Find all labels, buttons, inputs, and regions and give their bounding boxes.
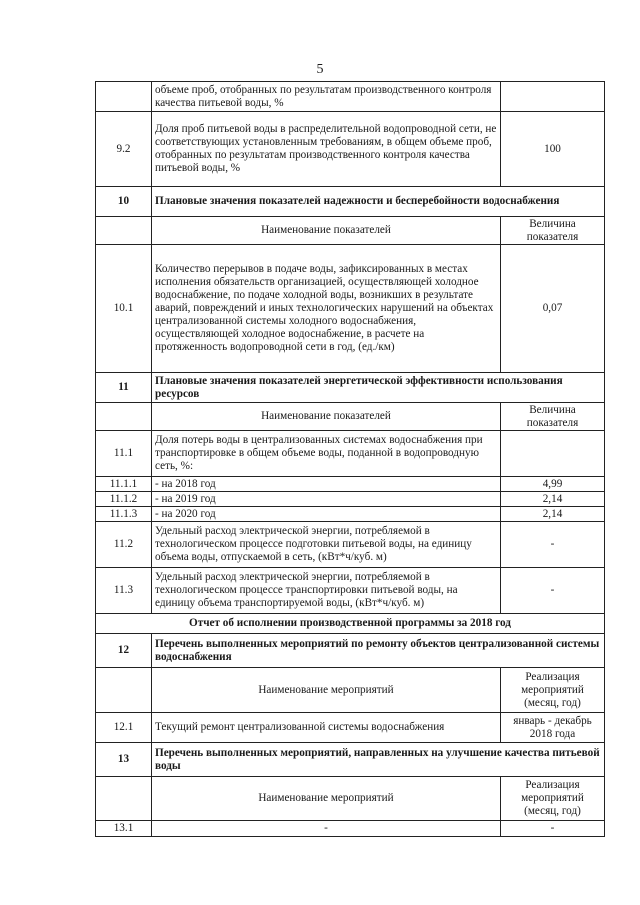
section-title: Перечень выполненных мероприятий, направленных на улучшение качества питьевой воды bbox=[152, 743, 605, 777]
table-row bbox=[96, 187, 605, 217]
table-row bbox=[96, 743, 605, 777]
indicator-name: - на 2018 год bbox=[152, 477, 501, 492]
table-row bbox=[96, 777, 605, 821]
column-header-value: Реализация мероприятий (месяц, год) bbox=[501, 777, 605, 821]
row-number: 11.2 bbox=[96, 522, 152, 568]
indicators-table bbox=[95, 81, 605, 837]
indicator-value bbox=[501, 431, 605, 477]
table-row bbox=[96, 431, 605, 477]
indicator-name: Доля потерь воды в централизованных системах водоснабжения при транспортировке в общем объеме воды, поданной в водопроводную сеть, %: bbox=[152, 431, 501, 477]
row-number: 13.1 bbox=[96, 821, 152, 837]
section-title: Плановые значения показателей энергетической эффективности использования ресурсов bbox=[152, 373, 605, 403]
column-header-name: Наименование показателей bbox=[152, 403, 501, 431]
indicator-value bbox=[501, 82, 605, 112]
header-empty-cell bbox=[96, 668, 152, 713]
table-row bbox=[96, 568, 605, 614]
section-number: 12 bbox=[96, 634, 152, 668]
indicator-value: 2,14 bbox=[501, 507, 605, 522]
row-number: 11.3 bbox=[96, 568, 152, 614]
section-number: 10 bbox=[96, 187, 152, 217]
row-number: 9.2 bbox=[96, 112, 152, 187]
table-row bbox=[96, 245, 605, 373]
indicator-value: - bbox=[501, 522, 605, 568]
row-number: 11.1 bbox=[96, 431, 152, 477]
column-header-value: Величина показателя bbox=[501, 403, 605, 431]
row-number: 11.1.3 bbox=[96, 507, 152, 522]
table-row bbox=[96, 403, 605, 431]
header-empty-cell bbox=[96, 217, 152, 245]
table-row bbox=[96, 507, 605, 522]
indicator-name: объеме проб, отобранных по результатам производственного контроля качества питьевой воды, % bbox=[152, 82, 501, 112]
table-row bbox=[96, 614, 605, 634]
row-number: 11.1.2 bbox=[96, 492, 152, 507]
section-title: Плановые значения показателей надежности и бесперебойности водоснабжения bbox=[152, 187, 605, 217]
report-title: Отчет об исполнении производственной программы за 2018 год bbox=[96, 614, 605, 634]
column-header-value: Реализация мероприятий (месяц, год) bbox=[501, 668, 605, 713]
section-number: 11 bbox=[96, 373, 152, 403]
table-row bbox=[96, 634, 605, 668]
indicator-name: - bbox=[152, 821, 501, 837]
table-row bbox=[96, 373, 605, 403]
indicator-value: 0,07 bbox=[501, 245, 605, 373]
table-row bbox=[96, 477, 605, 492]
indicator-name: Удельный расход электрической энергии, потребляемой в технологическом процессе подготовки питьевой воды, на единицу объема воды, отпускаемой в сеть, (кВт*ч/куб. м) bbox=[152, 522, 501, 568]
section-title: Перечень выполненных мероприятий по ремонту объектов централизованной системы водоснабжения bbox=[152, 634, 605, 668]
page-number: 5 bbox=[316, 62, 324, 77]
table-row bbox=[96, 668, 605, 713]
indicator-name: Удельный расход электрической энергии, потребляемой в технологическом процессе транспортировки питьевой воды, на единицу объема транспортируемой воды, (кВт*ч/куб. м) bbox=[152, 568, 501, 614]
table-row bbox=[96, 492, 605, 507]
indicator-name: Доля проб питьевой воды в распределительной водопроводной сети, не соответствующих установленным требованиям, в общем объеме проб, отобранных по результатам производственного контроля качества питьевой воды, % bbox=[152, 112, 501, 187]
row-number: 12.1 bbox=[96, 713, 152, 743]
column-header-value: Величина показателя bbox=[501, 217, 605, 245]
table-row bbox=[96, 522, 605, 568]
header-empty-cell bbox=[96, 403, 152, 431]
table-row bbox=[96, 82, 605, 112]
indicator-value: 100 bbox=[501, 112, 605, 187]
indicator-value: 2,14 bbox=[501, 492, 605, 507]
row-number: 11.1.1 bbox=[96, 477, 152, 492]
column-header-name: Наименование мероприятий bbox=[152, 777, 501, 821]
column-header-name: Наименование мероприятий bbox=[152, 668, 501, 713]
row-number: 10.1 bbox=[96, 245, 152, 373]
header-empty-cell bbox=[96, 777, 152, 821]
indicator-name: - на 2019 год bbox=[152, 492, 501, 507]
indicator-name: Текущий ремонт централизованной системы водоснабжения bbox=[152, 713, 501, 743]
table-row bbox=[96, 713, 605, 743]
indicator-value: 4,99 bbox=[501, 477, 605, 492]
column-header-name: Наименование показателей bbox=[152, 217, 501, 245]
indicator-name: Количество перерывов в подаче воды, зафиксированных в местах исполнения обязательств организацией, осуществляющей холодное водоснабжение, по подаче холодной воды, возникших в результате аварий, повреждений и иных технологических нарушений на объектах централизованной системы холодного водоснабжения, осуществляющей холодное водоснабжение, в расчете на протяженность водопроводной сети в год, (ед./км) bbox=[152, 245, 501, 373]
indicator-name: - на 2020 год bbox=[152, 507, 501, 522]
row-number bbox=[96, 82, 152, 112]
indicator-value: январь - декабрь 2018 года bbox=[501, 713, 605, 743]
table-row bbox=[96, 217, 605, 245]
section-number: 13 bbox=[96, 743, 152, 777]
table-row bbox=[96, 112, 605, 187]
indicator-value: - bbox=[501, 821, 605, 837]
indicator-value: - bbox=[501, 568, 605, 614]
table-row bbox=[96, 821, 605, 837]
